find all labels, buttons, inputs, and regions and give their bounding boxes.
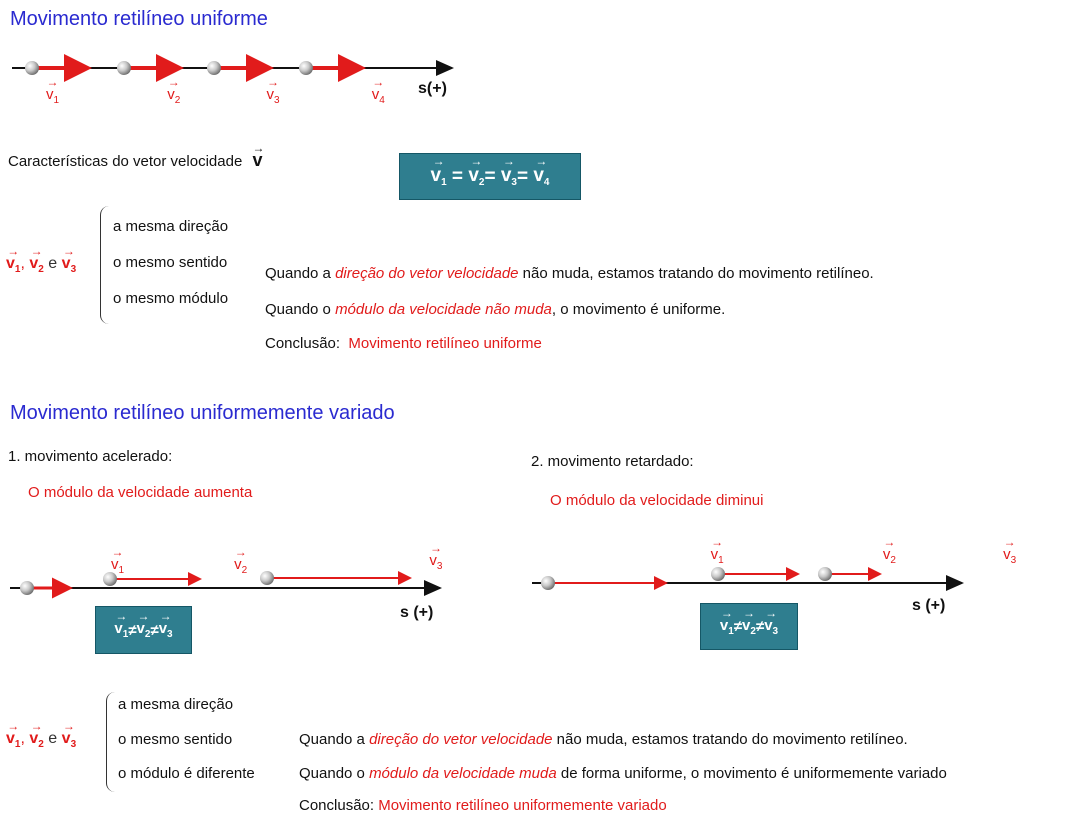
- conclusion: Conclusão: Movimento retilíneo uniforme: [265, 335, 542, 352]
- characteristics-label: Características do vetor velocidade → v: [8, 141, 265, 170]
- acc-inequality-box: → $v_1$ ≠ → $v_2$ ≠ → $v_3$: [95, 606, 192, 654]
- vector-label-v3: → $v_3$: [266, 75, 280, 106]
- property-3: o mesmo módulo: [113, 290, 229, 307]
- axis-label: s(+): [418, 80, 447, 97]
- uniform-motion-diagram: [0, 48, 470, 98]
- acc-v1-label: → $v_1$: [110, 545, 124, 576]
- subject-vectors-2: → $v_1$, → $v_2$ e → $v_3$: [6, 719, 77, 750]
- property-2-3: o módulo é diferente: [118, 765, 255, 782]
- explanation-2-line-1: Quando a direção do vetor velocidade não muda, estamos tratando do movimento retilíneo.: [299, 731, 908, 748]
- vector-label-v1: → $v_1$: [46, 75, 60, 106]
- accelerated-label: 1. movimento acelerado:: [8, 448, 173, 465]
- acc-v3-label: → $v_3$: [429, 541, 443, 572]
- explanation-line-2: Quando o módulo da velocidade não muda, o movimento é uniforme.: [265, 301, 726, 318]
- ret-v3-label: → $v_3$: [1003, 535, 1017, 566]
- brace-2: [106, 692, 115, 792]
- retarded-label: 2. movimento retardado:: [531, 453, 694, 470]
- equality-box: → $v_1$ = → $v_2$ = → $v_3$ = → $v_4$: [399, 153, 581, 200]
- vector-label-v2: → $v_2$: [167, 75, 181, 106]
- ret-inequality-box: → $v_1$ ≠ → $v_2$ ≠ → $v_3$: [700, 603, 798, 650]
- subject-vectors: → $v_1$, → $v_2$ e → $v_3$: [6, 244, 77, 275]
- section1-title: Movimento retilíneo uniforme: [10, 8, 268, 30]
- acc-v2-label: → $v_2$: [234, 545, 248, 576]
- explanation-2-line-2: Quando o módulo da velocidade muda de forma uniforme, o movimento é uniformemente variado: [299, 765, 947, 782]
- property-2-2: o mesmo sentido: [118, 731, 233, 748]
- conclusion-2: Conclusão: Movimento retilíneo uniformemente variado: [299, 797, 667, 814]
- property-1: a mesma direção: [113, 218, 229, 235]
- ret-axis-label: s (+): [912, 597, 946, 614]
- retarded-note: O módulo da velocidade diminui: [550, 492, 764, 509]
- brace: [100, 206, 109, 324]
- section2-title: Movimento retilíneo uniformemente variado: [10, 402, 395, 424]
- explanation-line-1: Quando a direção do vetor velocidade não muda, estamos tratando do movimento retilíneo.: [265, 265, 874, 282]
- vector-label-v4: → $v_4$: [371, 75, 385, 106]
- ret-v1-label: → $v_1$: [710, 535, 724, 566]
- property-2: o mesmo sentido: [113, 254, 228, 271]
- accelerated-note: O módulo da velocidade aumenta: [28, 484, 253, 501]
- accelerated-diagram: [0, 570, 450, 610]
- property-2-1: a mesma direção: [118, 696, 234, 713]
- ret-v2-label: → $v_2$: [882, 535, 896, 566]
- acc-axis-label: s (+): [400, 604, 434, 621]
